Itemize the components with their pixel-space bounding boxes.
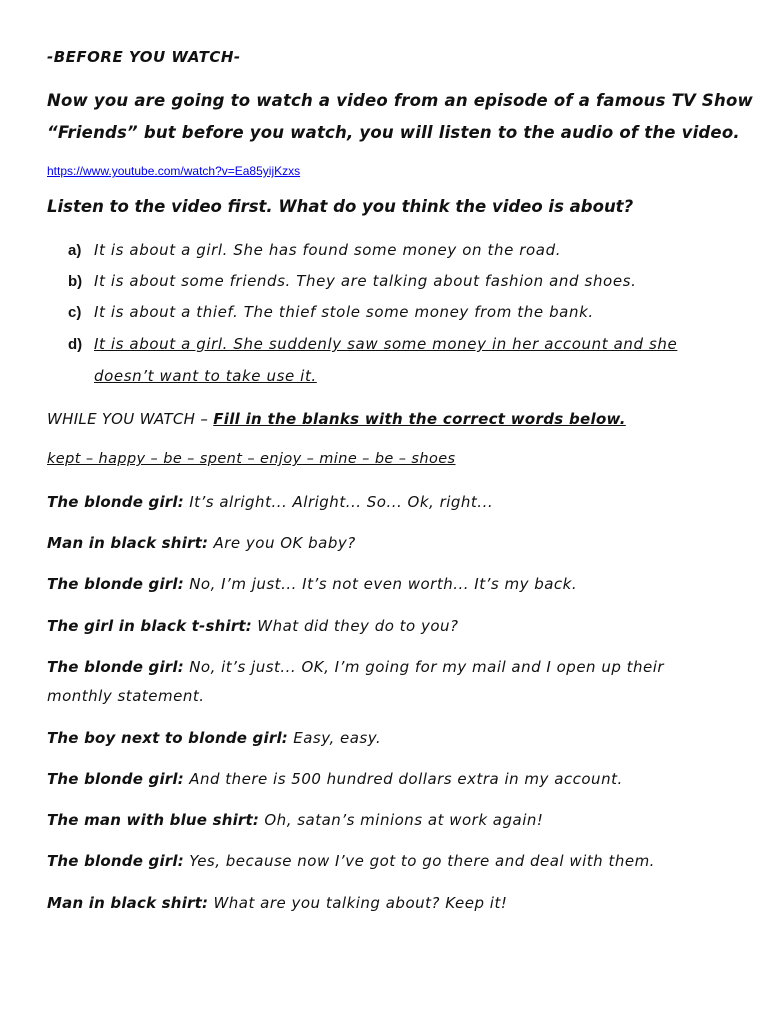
speaker-label: Man in black shirt: bbox=[47, 894, 209, 912]
intro-line-2: “Friends” but before you watch, you will listen to the audio of the video. bbox=[47, 123, 740, 142]
option-text: It is about a girl. She has found some money on the road. bbox=[94, 241, 562, 259]
speech-text: Easy, easy. bbox=[287, 729, 382, 747]
option-text: It is about a girl. She suddenly saw some money in her account and she bbox=[94, 335, 678, 353]
dialogue-line bbox=[47, 729, 381, 747]
dialogue-line bbox=[47, 658, 664, 676]
speech-text: It’s alright... Alright... So... Ok, right... bbox=[183, 493, 494, 511]
dialogue-line bbox=[47, 852, 655, 870]
speaker-label: The blonde girl: bbox=[47, 658, 184, 676]
speaker-label: The blonde girl: bbox=[47, 852, 184, 870]
speech-text: Oh, satan’s minions at work again! bbox=[259, 811, 544, 829]
speaker-label: The blonde girl: bbox=[47, 770, 184, 788]
option-marker: b) bbox=[68, 273, 83, 290]
option-text: It is about a thief. The thief stole some money from the bank. bbox=[94, 303, 594, 321]
dialogue-line bbox=[47, 770, 623, 788]
speaker-label: The blonde girl: bbox=[47, 575, 184, 593]
option-d-continuation: doesn’t want to take use it. bbox=[94, 367, 317, 385]
intro-line-1: Now you are going to watch a video from an episode of a famous TV Show bbox=[47, 91, 753, 110]
before-you-watch-heading: -BEFORE YOU WATCH- bbox=[47, 48, 241, 66]
fill-blanks-instruction: Fill in the blanks with the correct words below. bbox=[213, 410, 626, 428]
speech-text: Are you OK baby? bbox=[208, 534, 356, 552]
speaker-label: The blonde girl: bbox=[47, 493, 184, 511]
speaker-label: The man with blue shirt: bbox=[47, 811, 260, 829]
speech-text: What are you talking about? Keep it! bbox=[208, 894, 508, 912]
while-you-watch-section bbox=[47, 410, 626, 428]
speaker-label: Man in black shirt: bbox=[47, 534, 209, 552]
speech-text: And there is 500 hundred dollars extra in my account. bbox=[183, 770, 623, 788]
speaker-label: The boy next to blonde girl: bbox=[47, 729, 288, 747]
option-a bbox=[68, 241, 561, 259]
option-marker: d) bbox=[68, 336, 83, 353]
while-you-watch-heading: WHILE YOU WATCH – bbox=[47, 410, 214, 428]
speech-text: What did they do to you? bbox=[252, 617, 459, 635]
option-b bbox=[68, 272, 636, 290]
speech-text: No, it’s just... OK, I’m going for my mail and I open up their bbox=[183, 658, 665, 676]
option-c bbox=[68, 303, 594, 321]
dialogue-continuation: monthly statement. bbox=[47, 687, 205, 705]
speech-text: No, I’m just... It’s not even worth... It’s my back. bbox=[183, 575, 578, 593]
option-marker: a) bbox=[68, 242, 82, 259]
speaker-label: The girl in black t-shirt: bbox=[47, 617, 252, 635]
option-d bbox=[68, 335, 677, 353]
word-bank: kept – happy – be – spent – enjoy – mine – be – shoes bbox=[47, 451, 456, 467]
speech-text: Yes, because now I’ve got to go there and deal with them. bbox=[183, 852, 655, 870]
dialogue-line bbox=[47, 493, 493, 511]
option-text: It is about some friends. They are talking about fashion and shoes. bbox=[94, 272, 637, 290]
dialogue-line bbox=[47, 534, 356, 552]
question-prompt: Listen to the video first. What do you think the video is about? bbox=[47, 197, 634, 216]
dialogue-line bbox=[47, 894, 507, 912]
video-link[interactable]: https://www.youtube.com/watch?v=Ea85yijKzxs bbox=[47, 164, 301, 178]
option-marker: c) bbox=[68, 304, 82, 321]
dialogue-line bbox=[47, 617, 459, 635]
dialogue-line bbox=[47, 575, 577, 593]
dialogue-line bbox=[47, 811, 543, 829]
